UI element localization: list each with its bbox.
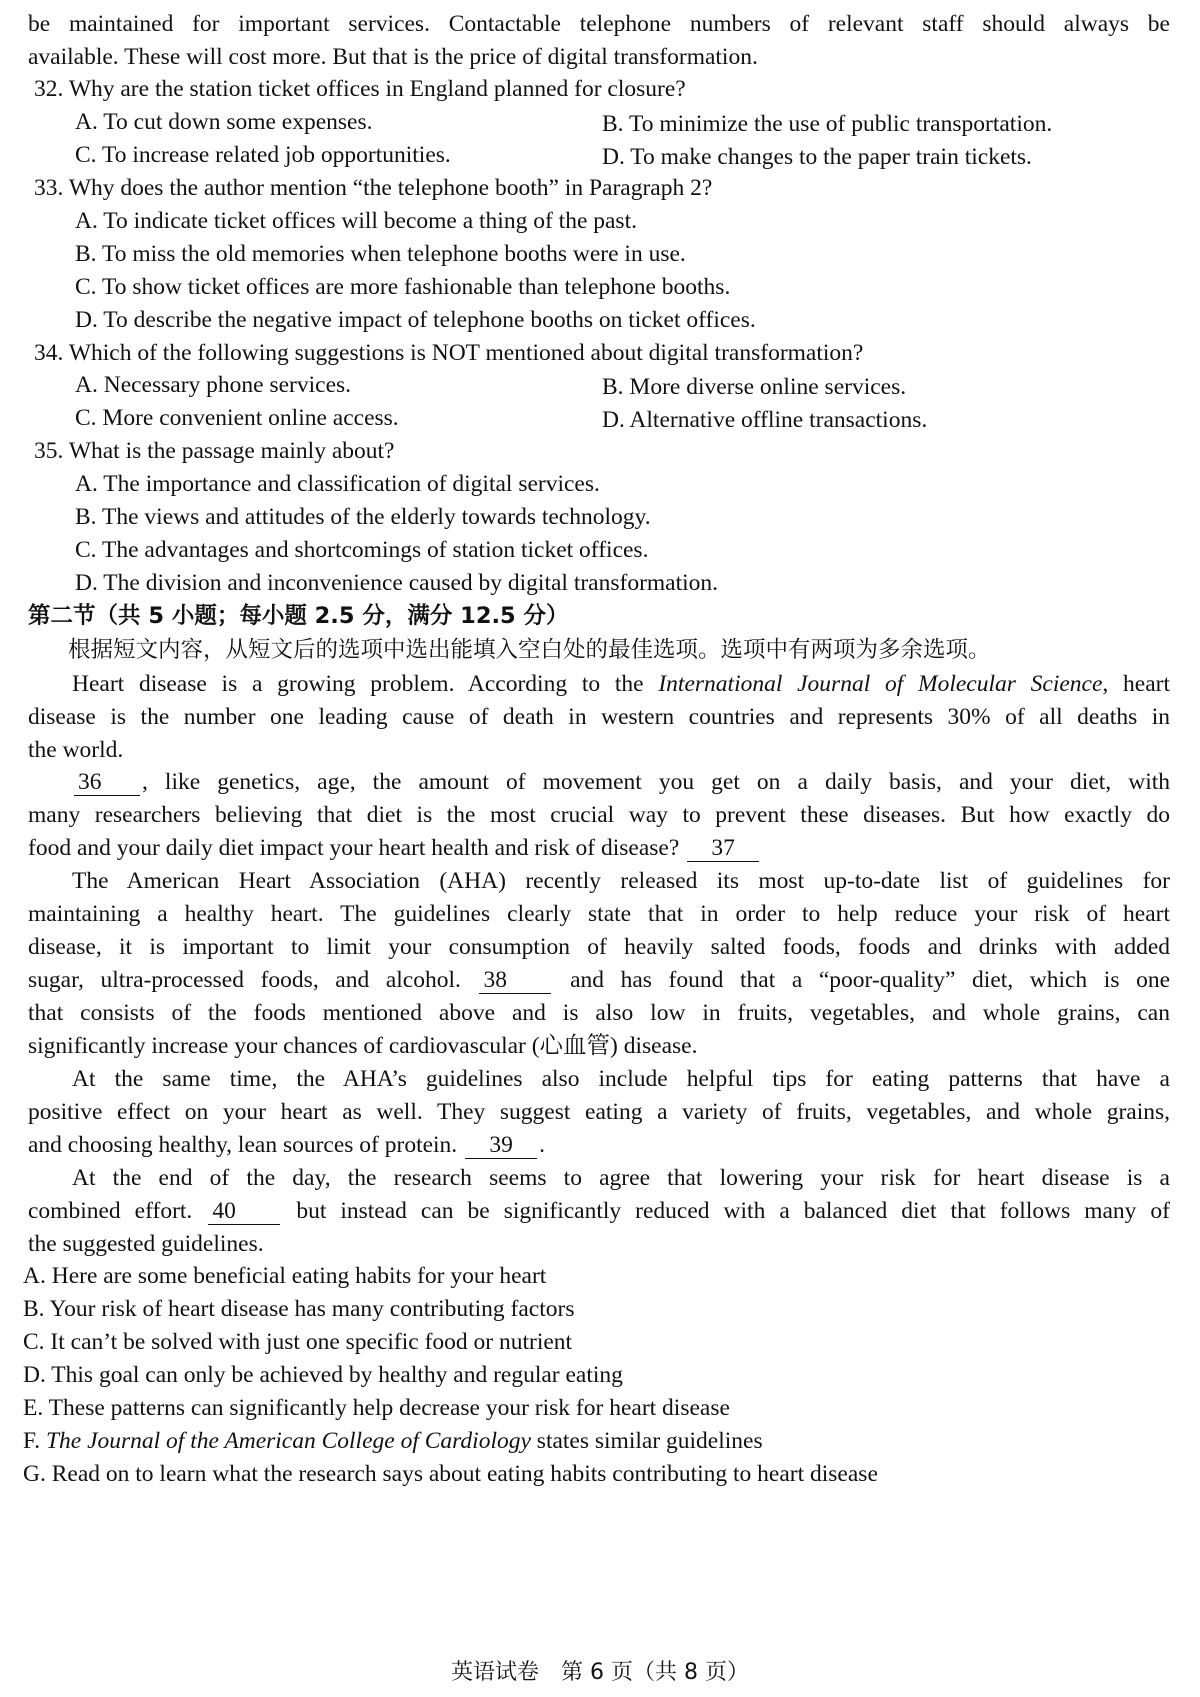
passage-continuation-line-2: available. These will cost more. But that is the price of digital transformation.	[28, 44, 758, 70]
blank-36[interactable]: 36	[74, 769, 140, 796]
answer-option-f-text: states similar guidelines	[536, 1428, 763, 1454]
question-35-stem: 35. What is the passage mainly about?	[34, 438, 395, 464]
paragraph-3-line-4	[28, 964, 1170, 997]
answer-option-f[interactable]	[23, 1425, 763, 1458]
paragraph-5-text-2a: combined effort.	[28, 1198, 193, 1224]
paragraph-2-line-1	[72, 766, 1170, 799]
paragraph-4-period: .	[539, 1132, 545, 1158]
question-32-option-a[interactable]: A. To cut down some expenses.	[75, 109, 373, 135]
paragraph-5-text-2b: but instead can be significantly reduced with a balanced diet that follows many of	[296, 1198, 1171, 1224]
journal-title: International Journal of Molecular Science	[658, 671, 1103, 697]
question-32-option-d[interactable]: D. To make changes to the paper train tickets.	[602, 144, 1032, 170]
answer-option-b[interactable]: B. Your risk of heart disease has many contributing factors	[23, 1296, 575, 1322]
question-34-option-a[interactable]: A. Necessary phone services.	[75, 372, 352, 398]
paragraph-1-text-b: , heart	[1102, 671, 1171, 697]
paragraph-5-line-2	[28, 1195, 1170, 1228]
blank-38[interactable]: 38	[479, 967, 551, 994]
paragraph-4-line-2: positive effect on your heart as well. They suggest eating a variety of fruits, vegetables, and whole grains,	[28, 1099, 1170, 1125]
answer-option-c[interactable]: C. It can’t be solved with just one specific food or nutrient	[23, 1329, 573, 1355]
question-33-option-a[interactable]: A. To indicate ticket offices will become a thing of the past.	[75, 208, 637, 234]
question-34-stem: 34. Which of the following suggestions is NOT mentioned about digital transformation?	[34, 340, 864, 366]
question-34-option-c[interactable]: C. More convenient online access.	[75, 405, 399, 431]
question-35-option-c[interactable]: C. The advantages and shortcomings of station ticket offices.	[75, 537, 649, 563]
answer-option-f-letter: F.	[23, 1428, 41, 1454]
blank-39[interactable]: 39	[465, 1132, 537, 1159]
blank-40[interactable]: 40	[208, 1198, 280, 1225]
answer-option-g[interactable]: G. Read on to learn what the research says about eating habits contributing to heart disease	[23, 1461, 878, 1487]
question-33-option-c[interactable]: C. To show ticket offices are more fashionable than telephone booths.	[75, 274, 731, 300]
paragraph-3-line-2: maintaining a healthy heart. The guidelines clearly state that in order to help reduce your risk of heart	[28, 901, 1170, 927]
question-35-option-d[interactable]: D. The division and inconvenience caused by digital transformation.	[75, 570, 719, 596]
section-instruction: 根据短文内容，从短文后的选项中选出能填入空白处的最佳选项。选项中有两项为多余选项。	[68, 637, 991, 663]
paragraph-3-text-4b: and has found that a “poor-quality” diet, which is one	[570, 967, 1170, 993]
answer-option-d[interactable]: D. This goal can only be achieved by healthy and regular eating	[23, 1362, 623, 1388]
question-35-option-a[interactable]: A. The importance and classification of digital services.	[75, 471, 600, 497]
passage-continuation-line-1: be maintained for important services. Contactable telephone numbers of relevant staff should always be	[28, 11, 1170, 37]
section-heading: 第二节（共 5 小题；每小题 2.5 分，满分 12.5 分）	[28, 603, 569, 629]
question-32-stem: 32. Why are the station ticket offices in England planned for closure?	[34, 76, 686, 102]
paragraph-2-line-3	[28, 832, 761, 865]
paragraph-4-line-1: At the same time, the AHA’s guidelines also include helpful tips for eating patterns that have a	[72, 1066, 1170, 1092]
page-footer: 英语试卷 第 6 页（共 8 页）	[451, 1660, 749, 1685]
question-32-option-b[interactable]: B. To minimize the use of public transportation.	[602, 111, 1053, 137]
question-35-option-b[interactable]: B. The views and attitudes of the elderly towards technology.	[75, 504, 651, 530]
paragraph-5-line-3: the suggested guidelines.	[28, 1231, 264, 1257]
blank-37[interactable]: 37	[687, 835, 759, 862]
question-33-stem: 33. Why does the author mention “the telephone booth” in Paragraph 2?	[34, 175, 713, 201]
paragraph-2-text-3: food and your daily diet impact your heart health and risk of disease?	[28, 835, 680, 861]
paragraph-2-text-1: , like genetics, age, the amount of movement you get on a daily basis, and your diet, with	[142, 769, 1170, 795]
paragraph-3-line-1: The American Heart Association (AHA) recently released its most up-to-date list of guidelines for	[72, 868, 1170, 894]
paragraph-1-line-2: disease is the number one leading cause of death in western countries and represents 30% of all deaths in	[28, 704, 1170, 730]
question-34-option-d[interactable]: D. Alternative offline transactions.	[602, 407, 928, 433]
paragraph-1-line-3: the world.	[28, 737, 124, 763]
question-33-option-b[interactable]: B. To miss the old memories when telephone booths were in use.	[75, 241, 686, 267]
paragraph-3-line-3: disease, it is important to limit your consumption of heavily salted foods, foods and drinks with added	[28, 934, 1170, 960]
paragraph-1-text-a: Heart disease is a growing problem. According to the	[72, 671, 644, 697]
answer-option-a[interactable]: A. Here are some beneficial eating habits for your heart	[23, 1263, 547, 1289]
paragraph-3-line-5: that consists of the foods mentioned above and is also low in fruits, vegetables, and whole grains, can	[28, 1000, 1170, 1026]
paragraph-1-line-1	[72, 668, 1170, 701]
paragraph-5-line-1: At the end of the day, the research seems to agree that lowering your risk for heart disease is a	[72, 1165, 1170, 1191]
paragraph-3-line-6: significantly increase your chances of cardiovascular (心血管) disease.	[28, 1033, 698, 1059]
question-32-option-c[interactable]: C. To increase related job opportunities.	[75, 142, 451, 168]
paragraph-4-line-3	[28, 1129, 545, 1162]
paragraph-2-line-2: many researchers believing that diet is the most crucial way to prevent these diseases. But how exactly do	[28, 802, 1170, 828]
answer-option-f-journal: The Journal of the American College of Cardiology	[45, 1428, 531, 1454]
paragraph-3-text-4a: sugar, ultra-processed foods, and alcohol.	[28, 967, 461, 993]
question-34-option-b[interactable]: B. More diverse online services.	[602, 374, 907, 400]
paragraph-4-text-3: and choosing healthy, lean sources of protein.	[28, 1132, 458, 1158]
question-33-option-d[interactable]: D. To describe the negative impact of telephone booths on ticket offices.	[75, 307, 756, 333]
answer-option-e[interactable]: E. These patterns can significantly help decrease your risk for heart disease	[23, 1395, 730, 1421]
